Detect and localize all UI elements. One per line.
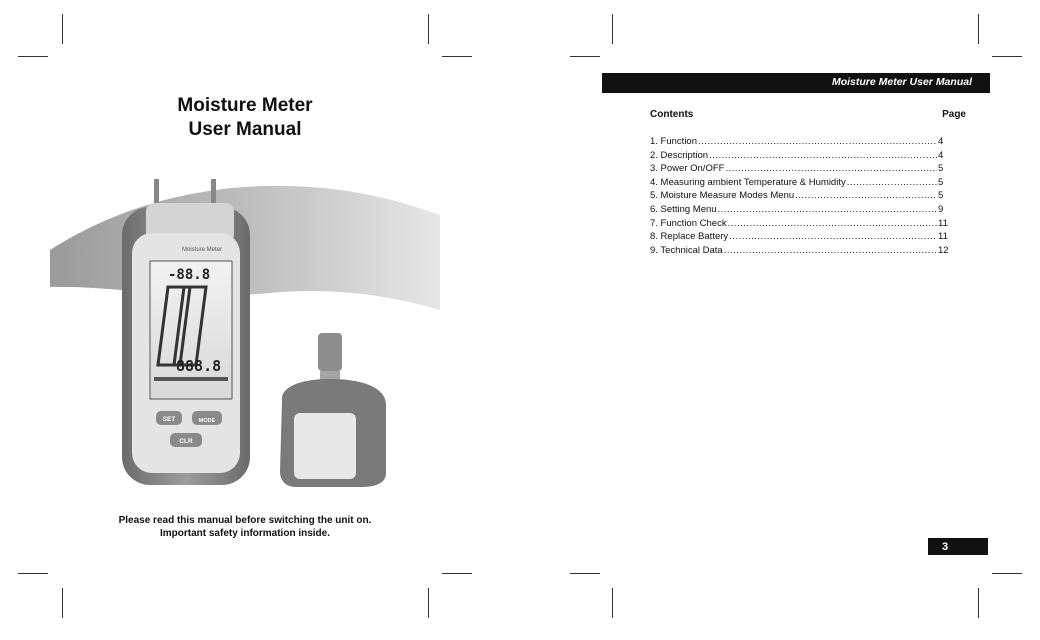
toc-entry-label: 6. Setting Menu (650, 203, 717, 215)
toc-entry-page: 12 (938, 244, 949, 256)
toc-entry-label: 1. Function (650, 136, 697, 147)
toc-heading (650, 109, 966, 120)
toc-entry-label: 4. Measuring ambient Temperature & Humidity (650, 176, 846, 188)
running-header (602, 73, 990, 91)
toc-entry[interactable] (650, 218, 952, 232)
toc-entry-label: 2. Description (650, 149, 709, 161)
toc-entry[interactable] (650, 190, 952, 204)
lcd-bottom-value: 888.8 (176, 357, 222, 375)
toc-entry-label: 7. Function Check (650, 217, 727, 229)
header-rule (602, 91, 990, 93)
toc-entry-page: 5 (938, 176, 944, 188)
toc-entry-page: 11 (938, 231, 948, 243)
set-button-label: SET (162, 416, 176, 423)
toc-entry-page: 5 (938, 163, 944, 175)
page-number-tab (928, 538, 988, 555)
toc-entry[interactable] (650, 150, 952, 164)
title-line-2: User Manual (188, 119, 302, 140)
toc-entry-page: 4 (938, 136, 944, 147)
toc-entry-label: 3. Power On/OFF (650, 163, 725, 175)
notice-line-2: Important safety information inside. (159, 528, 331, 539)
mode-button-label: MODE (198, 418, 216, 424)
toc-entry-page: 4 (938, 149, 944, 161)
contents-label: Contents (650, 109, 694, 120)
toc-entry-page: 11 (938, 217, 948, 229)
moisture-meter-illustration (50, 175, 440, 495)
toc-entry[interactable] (650, 231, 952, 245)
table-of-contents (650, 136, 952, 258)
page-label: Page (942, 109, 966, 120)
toc-entry-label: 9. Technical Data (650, 244, 723, 256)
toc-entry[interactable] (650, 204, 952, 218)
lcd-top-value: -88.8 (168, 267, 211, 283)
title-line-1: Moisture Meter (177, 95, 313, 116)
toc-entry[interactable] (650, 136, 952, 150)
safety-notice (60, 514, 430, 540)
toc-entry-page: 9 (938, 203, 944, 215)
page-number: 3 (942, 540, 949, 553)
toc-entry[interactable] (650, 245, 952, 259)
contents-page (520, 0, 1040, 640)
toc-entry-page: 5 (938, 190, 944, 202)
brand-label: Moisture Meter (181, 247, 223, 253)
notice-line-1: Please read this manual before switching the unit on. (118, 515, 372, 526)
toc-entry-label: 5. Moisture Measure Modes Menu (650, 190, 795, 202)
toc-entry[interactable] (650, 177, 952, 191)
manual-title (60, 94, 430, 142)
header-title: Moisture Meter User Manual (831, 76, 972, 88)
toc-entry-label: 8. Replace Battery (650, 231, 729, 243)
toc-entry[interactable] (650, 163, 952, 177)
clr-button-label: CLR (179, 438, 193, 445)
